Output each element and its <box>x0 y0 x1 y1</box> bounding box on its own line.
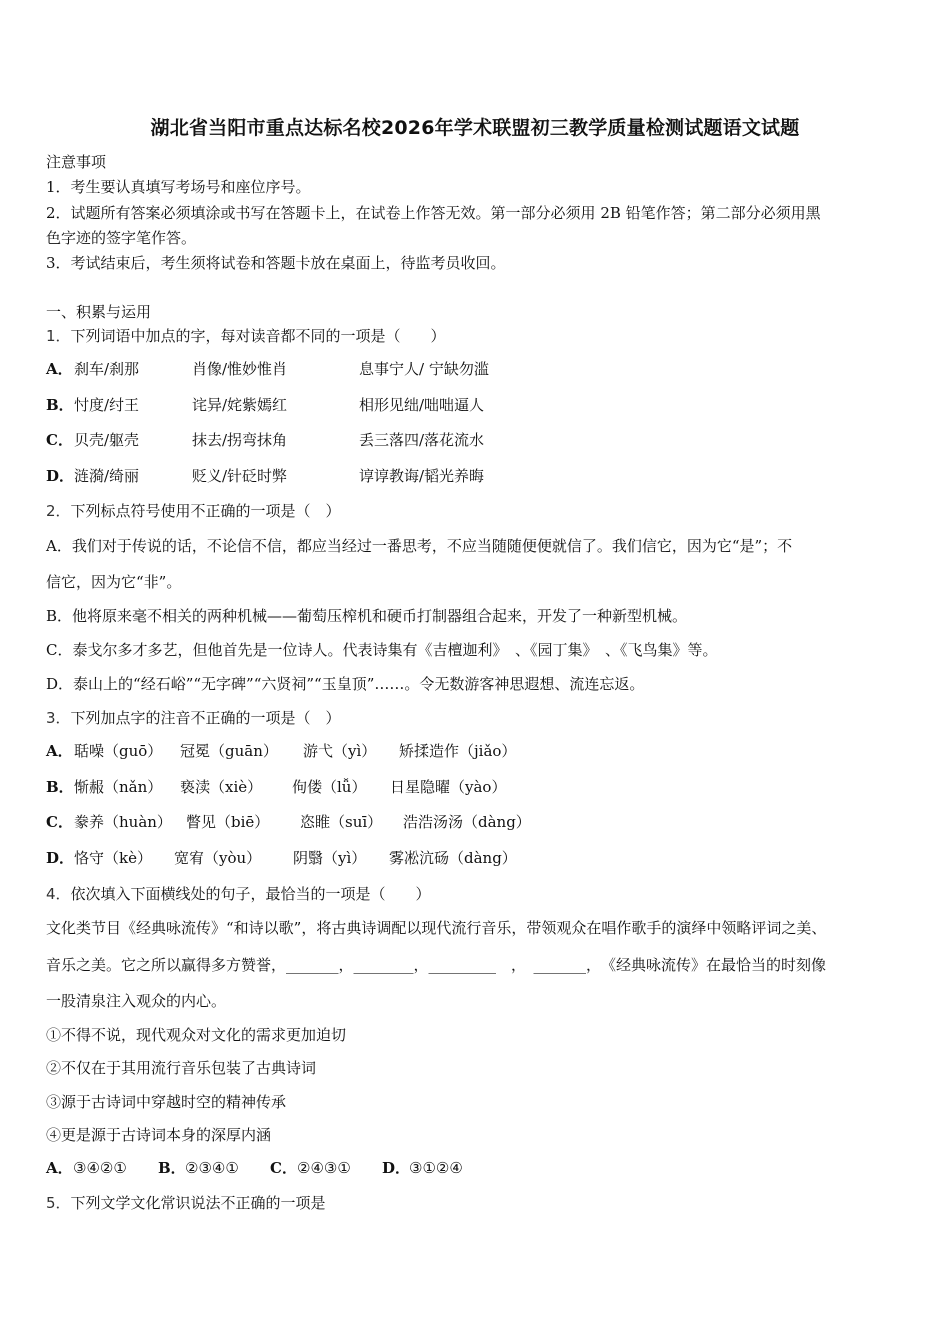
option-part: 丢三落四/落花流水 <box>359 431 485 449</box>
option-part: 雾凇沆砀（dàng） <box>389 849 517 867</box>
q2-option-c: C．泰戈尔多才多艺，但他首先是一位诗人。代表诗集有《吉檀迦利》 、《园丁集》 、《飞鸟集》等。 <box>46 641 718 659</box>
notice-item-2-cont: 色字迹的签字笔作答。 <box>46 229 197 247</box>
notice-item-2: 2．试题所有答案必须填涂或书写在答题卡上，在试卷上作答无效。第一部分必须用 2B 铅笔作答；第二部分必须用黑 <box>46 204 821 222</box>
option-part: 贬义/针砭时弊 <box>192 467 288 485</box>
option-part: 涟漪/绮丽 <box>74 467 140 485</box>
option-label: C． <box>270 1159 297 1177</box>
option-part: 瞥见（biē） <box>186 813 270 831</box>
question-text: 下列标点符号使用不正确的一项是（ ） <box>70 502 341 520</box>
option-part: 恣睢（suī） <box>300 813 383 831</box>
question-number: 1． <box>46 327 71 345</box>
option-part: 相形见绌/咄咄逼人 <box>359 396 485 414</box>
option-label: A． <box>46 742 73 760</box>
question-text: 下列词语中加点的字，每对读音都不同的一项是（ ） <box>70 327 446 345</box>
question-1-stem <box>46 326 446 346</box>
option-label: A． <box>46 360 73 378</box>
q4-sentence-1: ①不得不说，现代观众对文化的需求更加迫切 <box>46 1026 347 1044</box>
option-part: 刹车/刹那 <box>74 360 140 378</box>
option-text: ②④③① <box>297 1159 351 1177</box>
question-3-stem <box>46 708 341 728</box>
question-number: 3． <box>46 709 71 727</box>
option-label: D． <box>382 1159 411 1177</box>
option-text: ②③④① <box>185 1159 239 1177</box>
option-label: B． <box>158 1159 186 1177</box>
question-2-stem <box>46 501 341 521</box>
option-part: 聒噪（guō） <box>74 742 163 760</box>
q4-passage-line-2: 音乐之美。它之所以赢得多方赞誉，_______，________，_________ ， _______， 《经典咏流传》在最恰当的时刻像 <box>46 956 827 974</box>
page-title: 湖北省当阳市重点达标名校2026年学术联盟初三教学质量检测试题语文试题 <box>150 117 800 139</box>
option-part: 阴翳（yì） <box>293 849 367 867</box>
option-part: 冠冕（guān） <box>180 742 278 760</box>
notice-heading: 注意事项 <box>46 153 107 171</box>
option-text: ③①②④ <box>409 1159 463 1177</box>
option-part: 矫揉造作（jiǎo） <box>399 742 517 760</box>
option-part: 诧异/姹紫嫣红 <box>192 396 288 414</box>
q2-option-d: D．泰山上的“经石峪”“无字碑”“六贤祠”“玉皇顶”……。令无数游客神思遐想、流连忘返。 <box>46 675 645 693</box>
question-5-stem <box>46 1193 326 1213</box>
option-part: 豢养（huàn） <box>74 813 172 831</box>
question-4-stem <box>46 884 431 904</box>
notice-item-3: 3．考试结束后，考生须将试卷和答题卡放在桌面上，待监考员收回。 <box>46 254 506 272</box>
q4-passage-line-3: 一股清泉注入观众的内心。 <box>46 992 227 1010</box>
option-part: 亵渎（xiè） <box>180 778 263 796</box>
option-part: 游弋（yì） <box>303 742 377 760</box>
question-number: 4． <box>46 885 71 903</box>
question-text: 下列加点字的注音不正确的一项是（ ） <box>70 709 341 727</box>
option-part: 佝偻（lǚ） <box>292 778 367 796</box>
question-text: 下列文学文化常识说法不正确的一项是 <box>70 1194 326 1212</box>
option-part: 贝壳/躯壳 <box>74 431 140 449</box>
q2-option-a-cont: 信它，因为它“非”。 <box>46 573 182 591</box>
option-part: 恪守（kè） <box>74 849 152 867</box>
option-part: 惭赧（nǎn） <box>74 778 163 796</box>
q2-option-b: B．他将原来毫不相关的两种机械——葡萄压榨机和硬币打制器组合起来，开发了一种新型机械。 <box>46 607 688 625</box>
q4-sentence-4: ④更是源于古诗词本身的深厚内涵 <box>46 1126 272 1144</box>
option-label: B． <box>46 778 74 796</box>
option-label: A． <box>46 1159 73 1177</box>
option-part: 忖度/纣王 <box>74 396 140 414</box>
q4-passage-line-1: 文化类节目《经典咏流传》“和诗以歌”，将古典诗调配以现代流行音乐，带领观众在唱作歌手的演绎中领略评词之美、 <box>46 919 827 937</box>
notice-item-1: 1．考生要认真填写考场号和座位序号。 <box>46 178 311 196</box>
option-part: 宽宥（yòu） <box>174 849 262 867</box>
q4-sentence-2: ②不仅在于其用流行音乐包装了古典诗词 <box>46 1059 317 1077</box>
option-part: 浩浩汤汤（dàng） <box>403 813 531 831</box>
question-text: 依次填入下面横线处的句子，最恰当的一项是（ ） <box>70 885 431 903</box>
question-number: 2． <box>46 502 71 520</box>
option-label: C． <box>46 431 73 449</box>
option-part: 肖像/惟妙惟肖 <box>192 360 288 378</box>
q4-sentence-3: ③源于古诗词中穿越时空的精神传承 <box>46 1093 287 1111</box>
option-part: 日星隐曜（yào） <box>390 778 507 796</box>
option-text: ③④②① <box>73 1159 127 1177</box>
section-heading: 一、积累与运用 <box>46 303 152 321</box>
option-label: D． <box>46 467 75 485</box>
question-number: 5． <box>46 1194 71 1212</box>
option-label: C． <box>46 813 73 831</box>
option-label: D． <box>46 849 75 867</box>
option-part: 抹去/拐弯抹角 <box>192 431 288 449</box>
q2-option-a: A．我们对于传说的话，不论信不信，都应当经过一番思考，不应当随随便便就信了。我们信它，因为它“是”；不 <box>46 537 793 555</box>
option-label: B． <box>46 396 74 414</box>
option-part: 息事宁人/ 宁缺勿滥 <box>359 360 489 378</box>
option-part: 谆谆教诲/韬光养晦 <box>359 467 485 485</box>
